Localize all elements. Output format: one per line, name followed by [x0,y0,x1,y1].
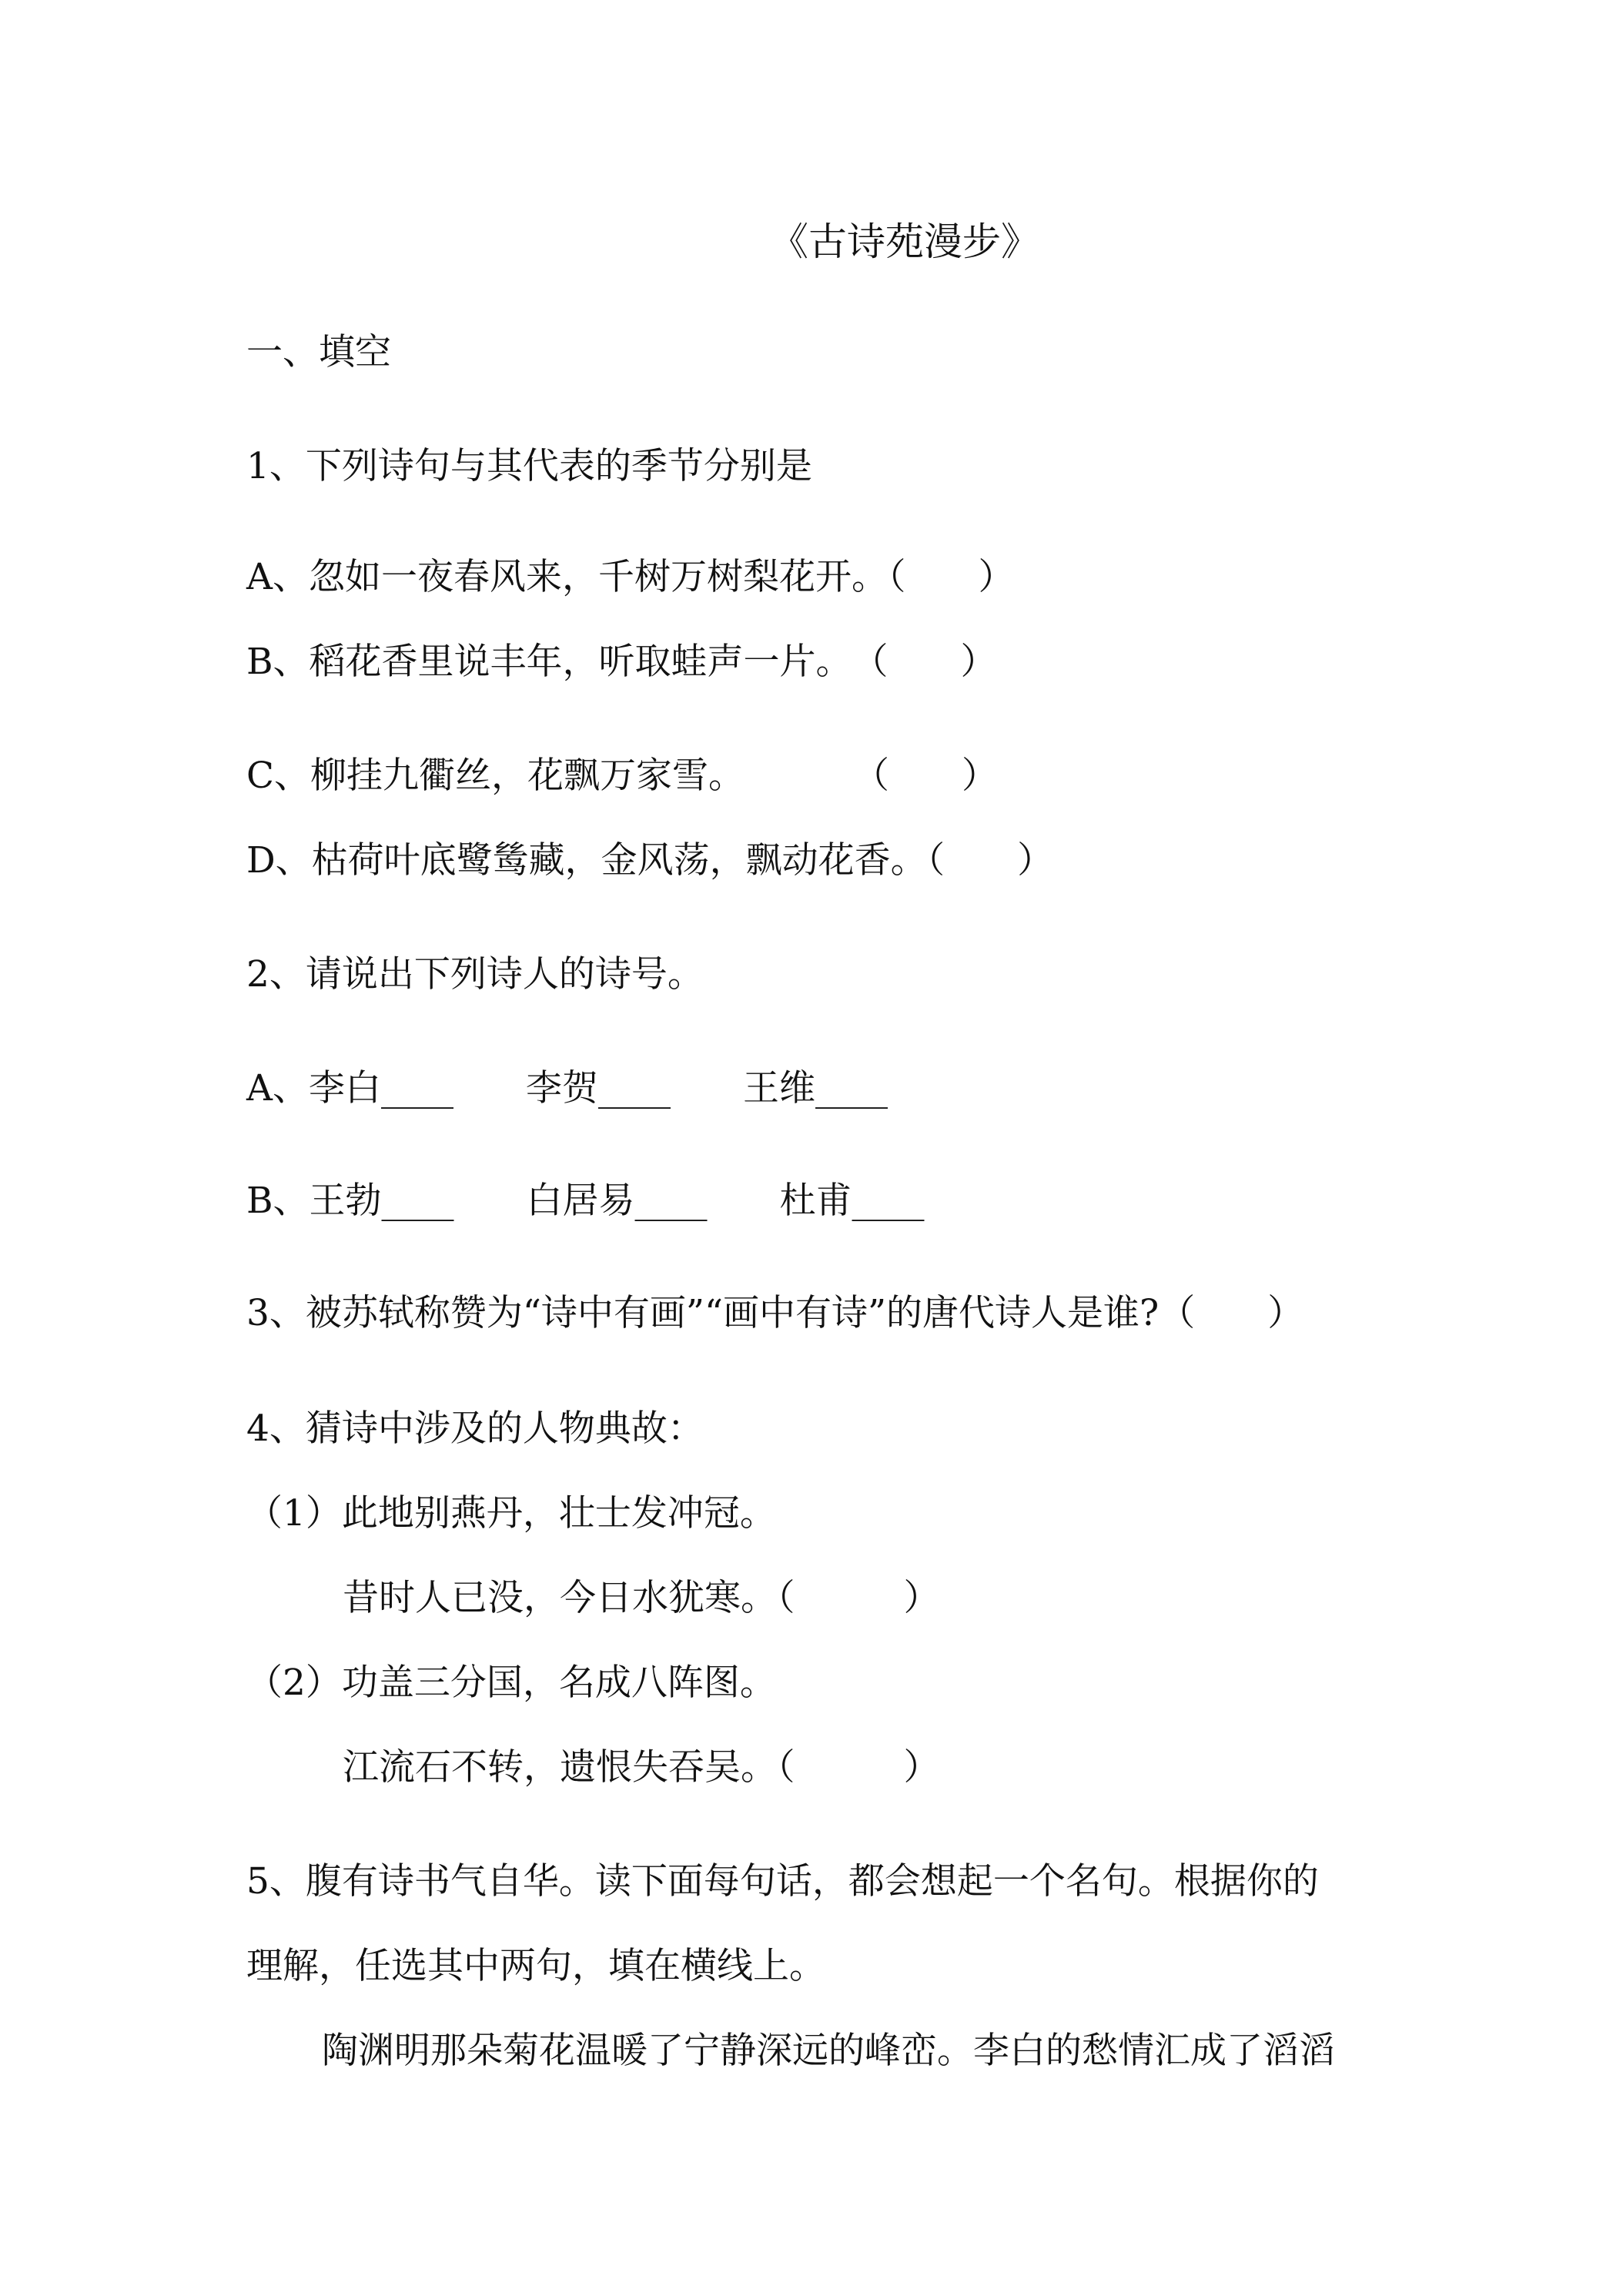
question-4-poem-1-line-2: 昔时人已没，今日水犹寒。（ ） [343,1577,940,1619]
question-4-poem-1-line-1: （1）此地别燕丹，壮士发冲冠。 [246,1492,776,1535]
question-2-row-a: A、李白____ 李贺____ 王维____ [246,1067,888,1110]
section-heading: 一、填空 [246,331,391,373]
question-1-option-d: D、枯荷叶底鹭鸶藏，金风荡，飘动花香。（ ） [246,839,1054,882]
question-4-poem-2-line-2: 江流石不转，遗恨失吞吴。（ ） [343,1746,940,1789]
question-4-stem: 4、猜诗中涉及的人物典故： [246,1407,704,1450]
question-5-paragraph: 陶渊明那朵菊花温暖了宁静深远的峰峦。李白的愁情汇成了滔滔 [322,2030,1335,2072]
question-5-line-2: 理解，任选其中两句，填在横线上。 [246,1945,825,1987]
question-1-stem: 1、下列诗句与其代表的季节分别是 [246,445,812,487]
question-1-option-c: C、柳挂九衢丝，花飘万家雪。 （ ） [246,755,998,797]
page-title: 《古诗苑漫步》 [770,219,1039,264]
question-1-option-b: B、稻花香里说丰年，听取蛙声一片。 （ ） [246,641,997,683]
question-5-line-1: 5、腹有诗书气自华。读下面每句话，都会想起一个名句。根据你的 [246,1860,1319,1903]
question-1-option-a: A、忽如一夜春风来，千树万树梨花开。（ ） [246,556,1015,598]
question-2-stem: 2、请说出下列诗人的诗号。 [246,953,704,996]
question-3-stem: 3、被苏轼称赞为“诗中有画”“画中有诗”的唐代诗人是谁?（ ） [246,1292,1304,1334]
question-4-poem-2-line-1: （2）功盖三分国，名成八阵图。 [246,1662,776,1704]
question-2-row-b: B、王勃____ 白居易____ 杜甫____ [246,1180,925,1222]
